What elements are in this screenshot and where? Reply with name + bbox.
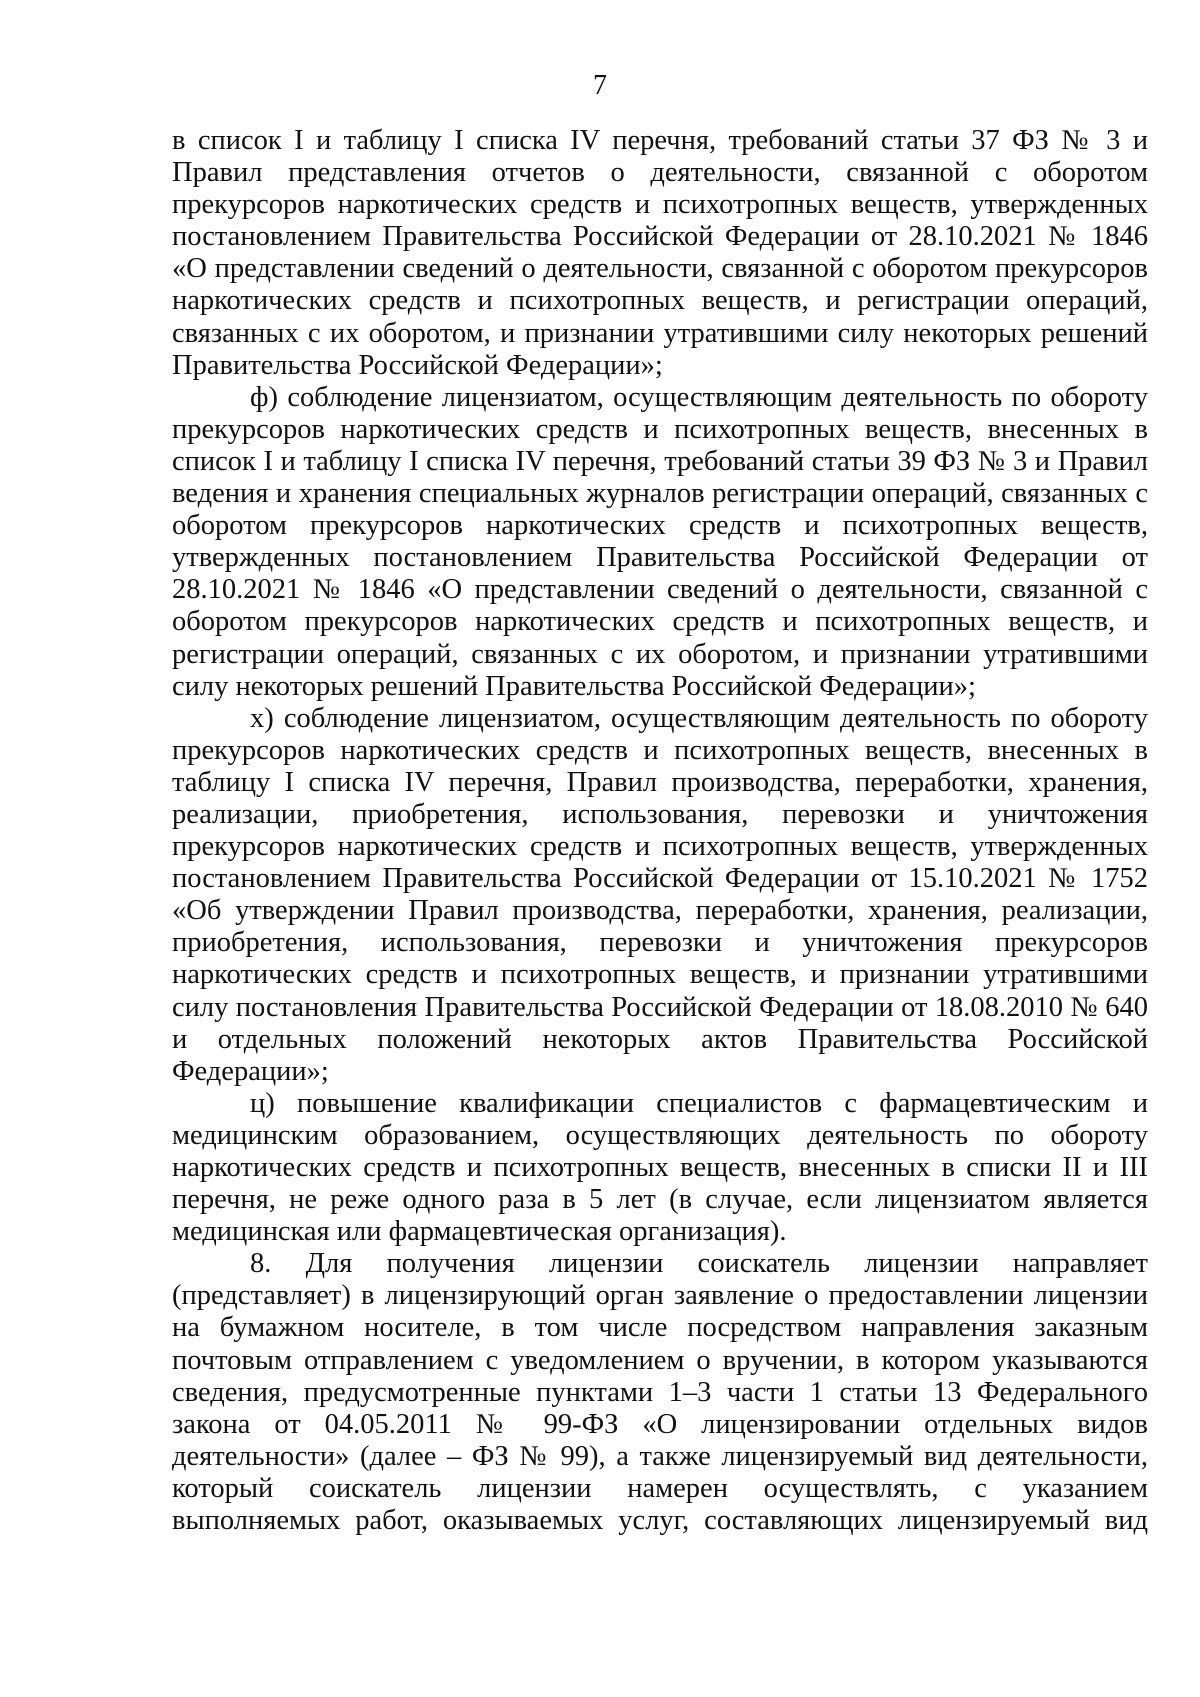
document-body bbox=[172, 125, 1148, 1537]
paragraph-item-h: х) соблюдение лицензиатом, осуществляющим деятельность по обороту прекурсоров наркотических средств и психотропных веществ, внесенных в таблицу I списка IV перечня, Правил производства, переработки, хранения, реализации, приобретения, использования, перевозки и уничтожения прекурсоров наркотических средств и психотропных веществ, утвержденных постановлением Правительства Российской Федерации от 15.10.2021 № 1752 «Об утверждении Правил производства, переработки, хранения, реализации, приобретения, использования, перевозки и уничтожения прекурсоров наркотических средств и психотропных веществ, и признании утратившими силу постановления Правительства Российской Федерации от 18.08.2010 № 640 и отдельных положений некоторых актов Правительства Российской Федерации»; bbox=[172, 702, 1148, 1087]
paragraph-item-ts: ц) повышение квалификации специалистов с фармацевтическим и медицинским образованием, осуществляющих деятельность по обороту наркотических средств и психотропных веществ, внесенных в списки II и III перечня, не реже одного раза в 5 лет (в случае, если лицензиатом является медицинская или фармацевтическая организация). bbox=[172, 1087, 1148, 1248]
paragraph-section-8: 8. Для получения лицензии соискатель лицензии направляет (представляет) в лицензирующий орган заявление о предоставлении лицензии на бумажном носителе, в том числе посредством направления заказным почтовым отправлением с уведомлением о вручении, в котором указываются сведения, предусмотренные пунктами 1–3 части 1 статьи 13 Федерального закона от 04.05.2011 № 99-ФЗ «О лицензировании отдельных видов деятельности» (далее – ФЗ № 99), а также лицензируемый вид деятельности, который соискатель лицензии намерен осуществлять, с указанием выполняемых работ, оказываемых услуг, составляющих лицензируемый вид bbox=[172, 1248, 1148, 1537]
page-number: 7 bbox=[593, 70, 607, 101]
paragraph-item-f: ф) соблюдение лицензиатом, осуществляющим деятельность по обороту прекурсоров наркотических средств и психотропных веществ, внесенных в список I и таблицу I списка IV перечня, требований статьи 39 ФЗ № 3 и Правил ведения и хранения специальных журналов регистрации операций, связанных с оборотом прекурсоров наркотических средств и психотропных веществ, утвержденных постановлением Правительства Российской Федерации от 28.10.2021 № 1846 «О представлении сведений о деятельности, связанной с оборотом прекурсоров наркотических средств и психотропных веществ, и регистрации операций, связанных с их оборотом, и признании утратившими силу некоторых решений Правительства Российской Федерации»; bbox=[172, 381, 1148, 702]
paragraph-continuation: в список I и таблицу I списка IV перечня, требований статьи 37 ФЗ № 3 и Правил представления отчетов о деятельности, связанной с оборотом прекурсоров наркотических средств и психотропных веществ, утвержденных постановлением Правительства Российской Федерации от 28.10.2021 № 1846 «О представлении сведений о деятельности, связанной с оборотом прекурсоров наркотических средств и психотропных веществ, и регистрации операций, связанных с их оборотом, и признании утратившими силу некоторых решений Правительства Российской Федерации»; bbox=[172, 125, 1148, 381]
